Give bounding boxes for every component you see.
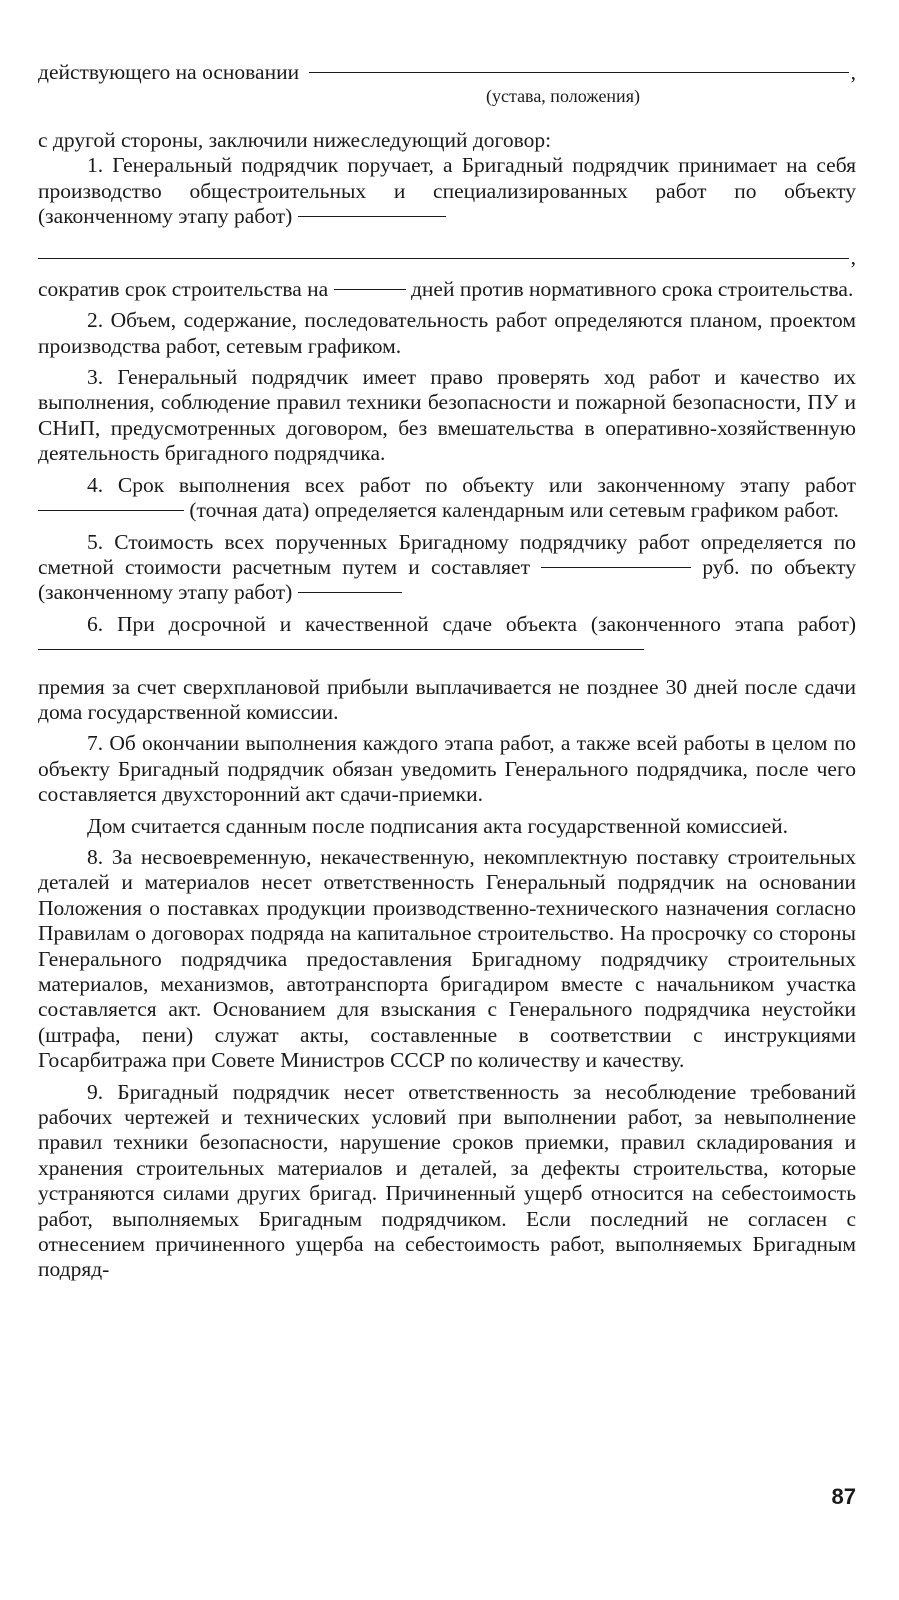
clause-5-end-blank: [298, 592, 402, 593]
clause-2: 2. Объем, содержание, последовательность работ определяются планом, проектом производства работ, сетевым графиком.: [38, 308, 856, 358]
clause-1: [38, 153, 856, 229]
header-caption: (устава, положения): [486, 86, 640, 107]
clause-4: [38, 473, 856, 524]
clause-5-sum-blank: [541, 567, 691, 568]
clause-6-part-a: 6. При досрочной и качественной сдаче объекта (законченного этапа работ): [87, 611, 856, 636]
intro-paragraph: с другой стороны, заключили нижеследующий договор:: [38, 127, 552, 152]
clause-1-blank: [298, 216, 446, 217]
clause-1-full-blank-line: [38, 245, 856, 270]
clause-1-line-comma: ,: [850, 245, 856, 270]
clause-1-text: 1. Генеральный подрядчик поручает, а Бригадный подрядчик принимает на себя производство общестроительных и специализированных работ по объекту (законченному этапу работ): [38, 153, 856, 229]
clause-1-days-blank: [334, 289, 406, 290]
header-fill-line: [309, 72, 849, 73]
header-line: [38, 60, 856, 85]
clause-1-continuation-a: сократив срок строительства на: [38, 276, 329, 301]
document-page: [38, 60, 856, 1283]
clause-4-part-b: (точная дата) определяется календарным или сетевым графиком работ.: [189, 498, 839, 523]
clause-7: 7. Об окончании выполнения каждого этапа работ, а также всей работы в целом по объекту Бригадный подрядчик обязан уведомить Генерального подрядчика, после чего составляется двухсторонний акт сдачи-приемки.: [38, 731, 856, 807]
clause-3: 3. Генеральный подрядчик имеет право проверять ход работ и качество их выполнения, соблюдение правил техники безопасности и пожарной безопасности, ПУ и СНиП, предусмотренных договором, без вмешательства в оперативно-хозяйственную деятельность бригадного подрядчика.: [38, 365, 856, 466]
clause-5-part-b: руб. по объекту (законченному этапу работ): [38, 554, 856, 605]
clause-5-part-a: 5. Стоимость всех порученных Бригадному подрядчику работ определяется по сметной стоимости расчетным путем и составляет: [38, 529, 856, 579]
clause-6: [38, 612, 856, 663]
clause-6-continuation: премия за счет сверхплановой прибыли выплачивается не позднее 30 дней после сдачи дома государственной комиссии.: [38, 674, 856, 724]
header-line-comma: ,: [850, 60, 856, 84]
clause-7-note: Дом считается сданным после подписания акта государственной комиссией.: [87, 813, 788, 838]
clause-5: [38, 530, 856, 606]
header-line-text: действующего на основании: [38, 60, 300, 84]
clause-1-continuation: [38, 277, 856, 302]
clause-1-rule: [38, 258, 849, 259]
page-number: 87: [831, 1484, 856, 1509]
clause-8: 8. За несвоевременную, некачественную, некомплектную поставку строительных деталей и материалов несет ответственность Генеральный подрядчик на основании Положения о поставках продукции производственно-технического назначения согласно Правилам о договорах подряда на капитальное строительство. На просрочку со стороны Генерального подрядчика предоставления Бригадному подрядчику строительных материалов, механизмов, автотранспорта бригадиром вместе с начальником участка составляется акт. Основанием для взыскания с Генерального подрядчика неустойки (штрафа, пени) служат акты, составленные в соответствии с инструкциями Госарбитража при Совете Министров СССР по количеству и качеству.: [38, 844, 856, 1073]
clause-4-part-a: 4. Срок выполнения всех работ по объекту или законченному этапу работ: [87, 472, 856, 497]
clause-4-date-blank: [38, 510, 184, 511]
clause-9: 9. Бригадный подрядчик несет ответственность за несоблюдение требований рабочих чертежей и технических условий при выполнении работ, за невыполнение правил техники безопасности, нарушение сроков приемки, правил складирования и хранения строительных материалов и деталей, за дефекты строительства, которые устраняются силами других бригад. Причиненный ущерб относится на себестоимость работ, выполняемых Бригадным подрядчиком. Если последний не согласен с отнесением причиненного ущерба на себестоимость работ, выполняемых Бригадным подряд-: [38, 1079, 856, 1282]
clause-6-blank: [38, 649, 644, 650]
clause-1-continuation-b: дней против нормативного срока строительства.: [410, 276, 854, 301]
